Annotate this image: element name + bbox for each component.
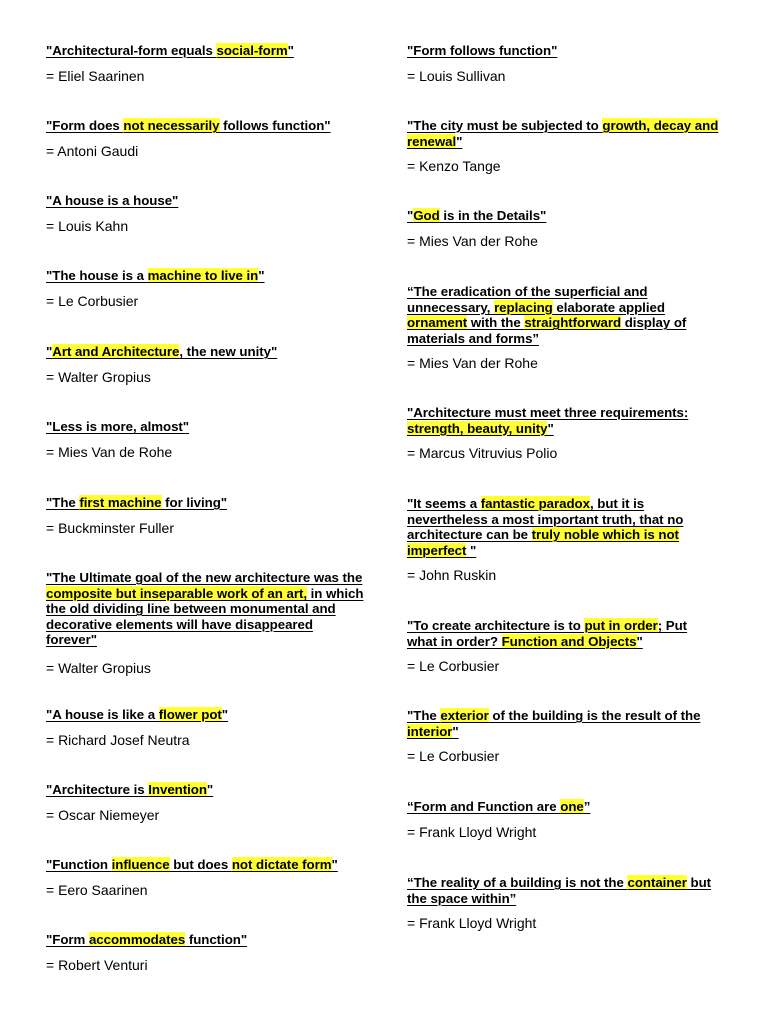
quote-block bbox=[46, 857, 366, 898]
quote-block bbox=[46, 570, 366, 676]
quote-text bbox=[46, 118, 366, 134]
quote-block bbox=[407, 708, 719, 764]
quote-segment: "Less is more, almost" bbox=[46, 419, 190, 434]
quote-attribution: = Mies Van der Rohe bbox=[407, 232, 538, 249]
quote-text bbox=[46, 344, 366, 360]
highlighted-text: social-form bbox=[216, 43, 288, 58]
quote-block bbox=[407, 496, 719, 583]
quote-segment: with the bbox=[467, 315, 525, 331]
quote-block bbox=[407, 284, 719, 371]
quote-segment: " bbox=[46, 344, 53, 359]
quote-segment: "A house is a house" bbox=[46, 193, 179, 208]
quote-segment: "The house is a bbox=[46, 268, 148, 283]
quote-attribution: = Louis Kahn bbox=[46, 217, 129, 234]
highlighted-text: ornament bbox=[407, 315, 468, 331]
quote-segment: elaborate applied bbox=[552, 299, 665, 315]
highlighted-text: interior bbox=[407, 723, 453, 739]
quote-attribution: = Marcus Vitruvius Polio bbox=[407, 445, 558, 462]
quote-text bbox=[407, 799, 719, 815]
quote-segment: " bbox=[221, 707, 229, 722]
quote-text bbox=[46, 932, 366, 948]
highlighted-text: Art and Architecture bbox=[52, 344, 180, 359]
quote-segment: , but it is nevertheless a most important truth, that no architecture can be bbox=[407, 496, 684, 543]
quote-segment: "Form does bbox=[46, 118, 124, 133]
quote-segment: " bbox=[331, 857, 338, 872]
quote-segment: " bbox=[258, 268, 265, 283]
quote-block bbox=[407, 799, 719, 840]
quote-segment: “The reality of a building is not the bbox=[407, 875, 628, 890]
quote-block bbox=[407, 118, 719, 174]
quote-attribution: = Walter Gropius bbox=[46, 368, 151, 385]
highlighted-text: fantastic paradox bbox=[480, 496, 590, 511]
highlighted-text: straightforward bbox=[524, 315, 622, 331]
quote-attribution: = Buckminster Fuller bbox=[46, 519, 174, 536]
quote-attribution: = Le Corbusier bbox=[407, 658, 500, 675]
quote-segment: " bbox=[206, 782, 214, 797]
quote-segment: “The eradication of the superficial and unnecessary, bbox=[407, 284, 648, 315]
quote-text bbox=[407, 708, 719, 739]
quote-text bbox=[46, 268, 366, 284]
quote-attribution: = Eero Saarinen bbox=[46, 881, 148, 898]
quote-block bbox=[46, 344, 366, 385]
quote-segment: "Function bbox=[46, 857, 112, 872]
quote-attribution: = Le Corbusier bbox=[407, 748, 500, 765]
quote-block bbox=[46, 268, 366, 309]
quote-text bbox=[46, 193, 366, 209]
highlighted-text: composite but inseparable work of an art, bbox=[46, 585, 307, 601]
quote-text bbox=[407, 618, 719, 649]
quote-attribution: = Walter Gropius bbox=[46, 659, 151, 676]
quote-block bbox=[407, 208, 719, 249]
quote-attribution: = Le Corbusier bbox=[46, 292, 139, 309]
quote-block bbox=[46, 419, 366, 460]
quote-block bbox=[46, 193, 366, 234]
highlighted-text: truly noble which is not imperfect bbox=[407, 527, 679, 558]
highlighted-text: put in order bbox=[584, 618, 658, 633]
quote-block bbox=[407, 43, 719, 84]
highlighted-text: container bbox=[627, 875, 687, 890]
quote-segment: " bbox=[287, 43, 294, 58]
quote-text bbox=[46, 419, 366, 435]
highlighted-text: one bbox=[560, 799, 584, 814]
quote-text bbox=[46, 782, 366, 798]
quote-segment: ” bbox=[583, 799, 591, 814]
highlighted-text: replacing bbox=[494, 299, 553, 315]
quote-segment: but the space within” bbox=[407, 875, 712, 906]
quote-block bbox=[46, 932, 366, 973]
quote-block bbox=[46, 782, 366, 823]
quote-attribution: = Frank Lloyd Wright bbox=[407, 823, 537, 840]
quote-attribution: = Oscar Niemeyer bbox=[46, 806, 160, 823]
quote-segment: is in the Details" bbox=[439, 208, 547, 223]
quote-text bbox=[407, 284, 719, 346]
quote-text bbox=[407, 118, 719, 149]
highlighted-text: Function and Objects bbox=[501, 633, 637, 649]
highlighted-text: influence bbox=[111, 857, 170, 872]
quote-text bbox=[407, 43, 719, 59]
quote-segment: " bbox=[456, 133, 463, 149]
quote-attribution: = Frank Lloyd Wright bbox=[407, 915, 537, 932]
quote-segment: "To create architecture is to bbox=[407, 618, 585, 633]
highlighted-text: strength, beauty, unity bbox=[407, 420, 548, 436]
quote-segment: "Form follows function" bbox=[407, 43, 558, 58]
quote-segment: but does bbox=[169, 857, 232, 872]
quote-segment: "The bbox=[407, 708, 441, 723]
quote-text bbox=[46, 857, 366, 873]
quote-segment: "Architectural-form equals bbox=[46, 43, 217, 58]
quote-text bbox=[46, 43, 366, 59]
quote-segment: display of materials and forms” bbox=[407, 315, 687, 346]
quote-text bbox=[407, 208, 719, 224]
quote-attribution: = Antoni Gaudi bbox=[46, 142, 139, 159]
highlighted-text: first machine bbox=[79, 495, 162, 510]
quote-text bbox=[46, 570, 366, 648]
quote-attribution: = Mies Van de Rohe bbox=[46, 443, 173, 460]
quote-segment: of the building is the result of the bbox=[488, 708, 701, 723]
quote-block bbox=[407, 618, 719, 674]
quote-segment: "The city must be subjected to bbox=[407, 118, 603, 133]
quote-segment: "Architecture must meet three requirements: bbox=[407, 405, 689, 420]
quote-text bbox=[407, 405, 719, 436]
quote-segment: for living" bbox=[161, 495, 228, 510]
quote-attribution: = Eliel Saarinen bbox=[46, 67, 145, 84]
quote-segment: , the new unity" bbox=[179, 344, 278, 359]
quote-attribution: = Robert Venturi bbox=[46, 956, 148, 973]
quote-attribution: = Kenzo Tange bbox=[407, 158, 501, 175]
quote-segment: " bbox=[636, 633, 643, 649]
quote-block bbox=[407, 405, 719, 461]
highlighted-text: Invention bbox=[148, 782, 207, 797]
quote-segment: "A house is like a bbox=[46, 707, 159, 722]
quote-segment: “Form and Function are bbox=[407, 799, 561, 814]
quote-attribution: = Richard Josef Neutra bbox=[46, 731, 190, 748]
quote-segment: "It seems a bbox=[407, 496, 481, 511]
quote-segment: " bbox=[466, 542, 477, 558]
highlighted-text: not dictate form bbox=[231, 857, 332, 872]
quote-segment: "The bbox=[46, 495, 80, 510]
quote-segment: " bbox=[407, 208, 414, 223]
quote-block bbox=[46, 118, 366, 159]
quote-text bbox=[407, 496, 719, 558]
quote-block bbox=[407, 875, 719, 931]
quote-segment: ; Put what in order? bbox=[407, 618, 688, 649]
quote-segment: function" bbox=[185, 932, 248, 947]
quote-segment: in which the old dividing line between monumental and decorative elements will have disappeared forever" bbox=[46, 585, 364, 648]
quote-block bbox=[46, 707, 366, 748]
quote-segment: follows function" bbox=[219, 118, 331, 133]
highlighted-text: machine to live in bbox=[147, 268, 259, 283]
quote-attribution: = Louis Sullivan bbox=[407, 67, 506, 84]
highlighted-text: not necessarily bbox=[123, 118, 220, 133]
quote-segment: "Architecture is bbox=[46, 782, 149, 797]
highlighted-text: growth, decay and renewal bbox=[407, 118, 719, 149]
highlighted-text: flower pot bbox=[158, 707, 222, 722]
quote-text bbox=[407, 875, 719, 906]
quote-segment: " bbox=[452, 723, 459, 739]
quote-attribution: = John Ruskin bbox=[407, 567, 497, 584]
quote-text bbox=[46, 495, 366, 511]
quote-attribution: = Mies Van der Rohe bbox=[407, 355, 538, 372]
quote-segment: " bbox=[547, 420, 554, 436]
quote-block bbox=[46, 43, 366, 84]
quote-segment: "The Ultimate goal of the new architecture was the bbox=[46, 570, 363, 585]
highlighted-text: God bbox=[413, 208, 440, 223]
quote-block bbox=[46, 495, 366, 536]
highlighted-text: exterior bbox=[440, 708, 489, 723]
quote-text bbox=[46, 707, 366, 723]
quote-segment: "Form bbox=[46, 932, 89, 947]
highlighted-text: accommodates bbox=[88, 932, 186, 947]
